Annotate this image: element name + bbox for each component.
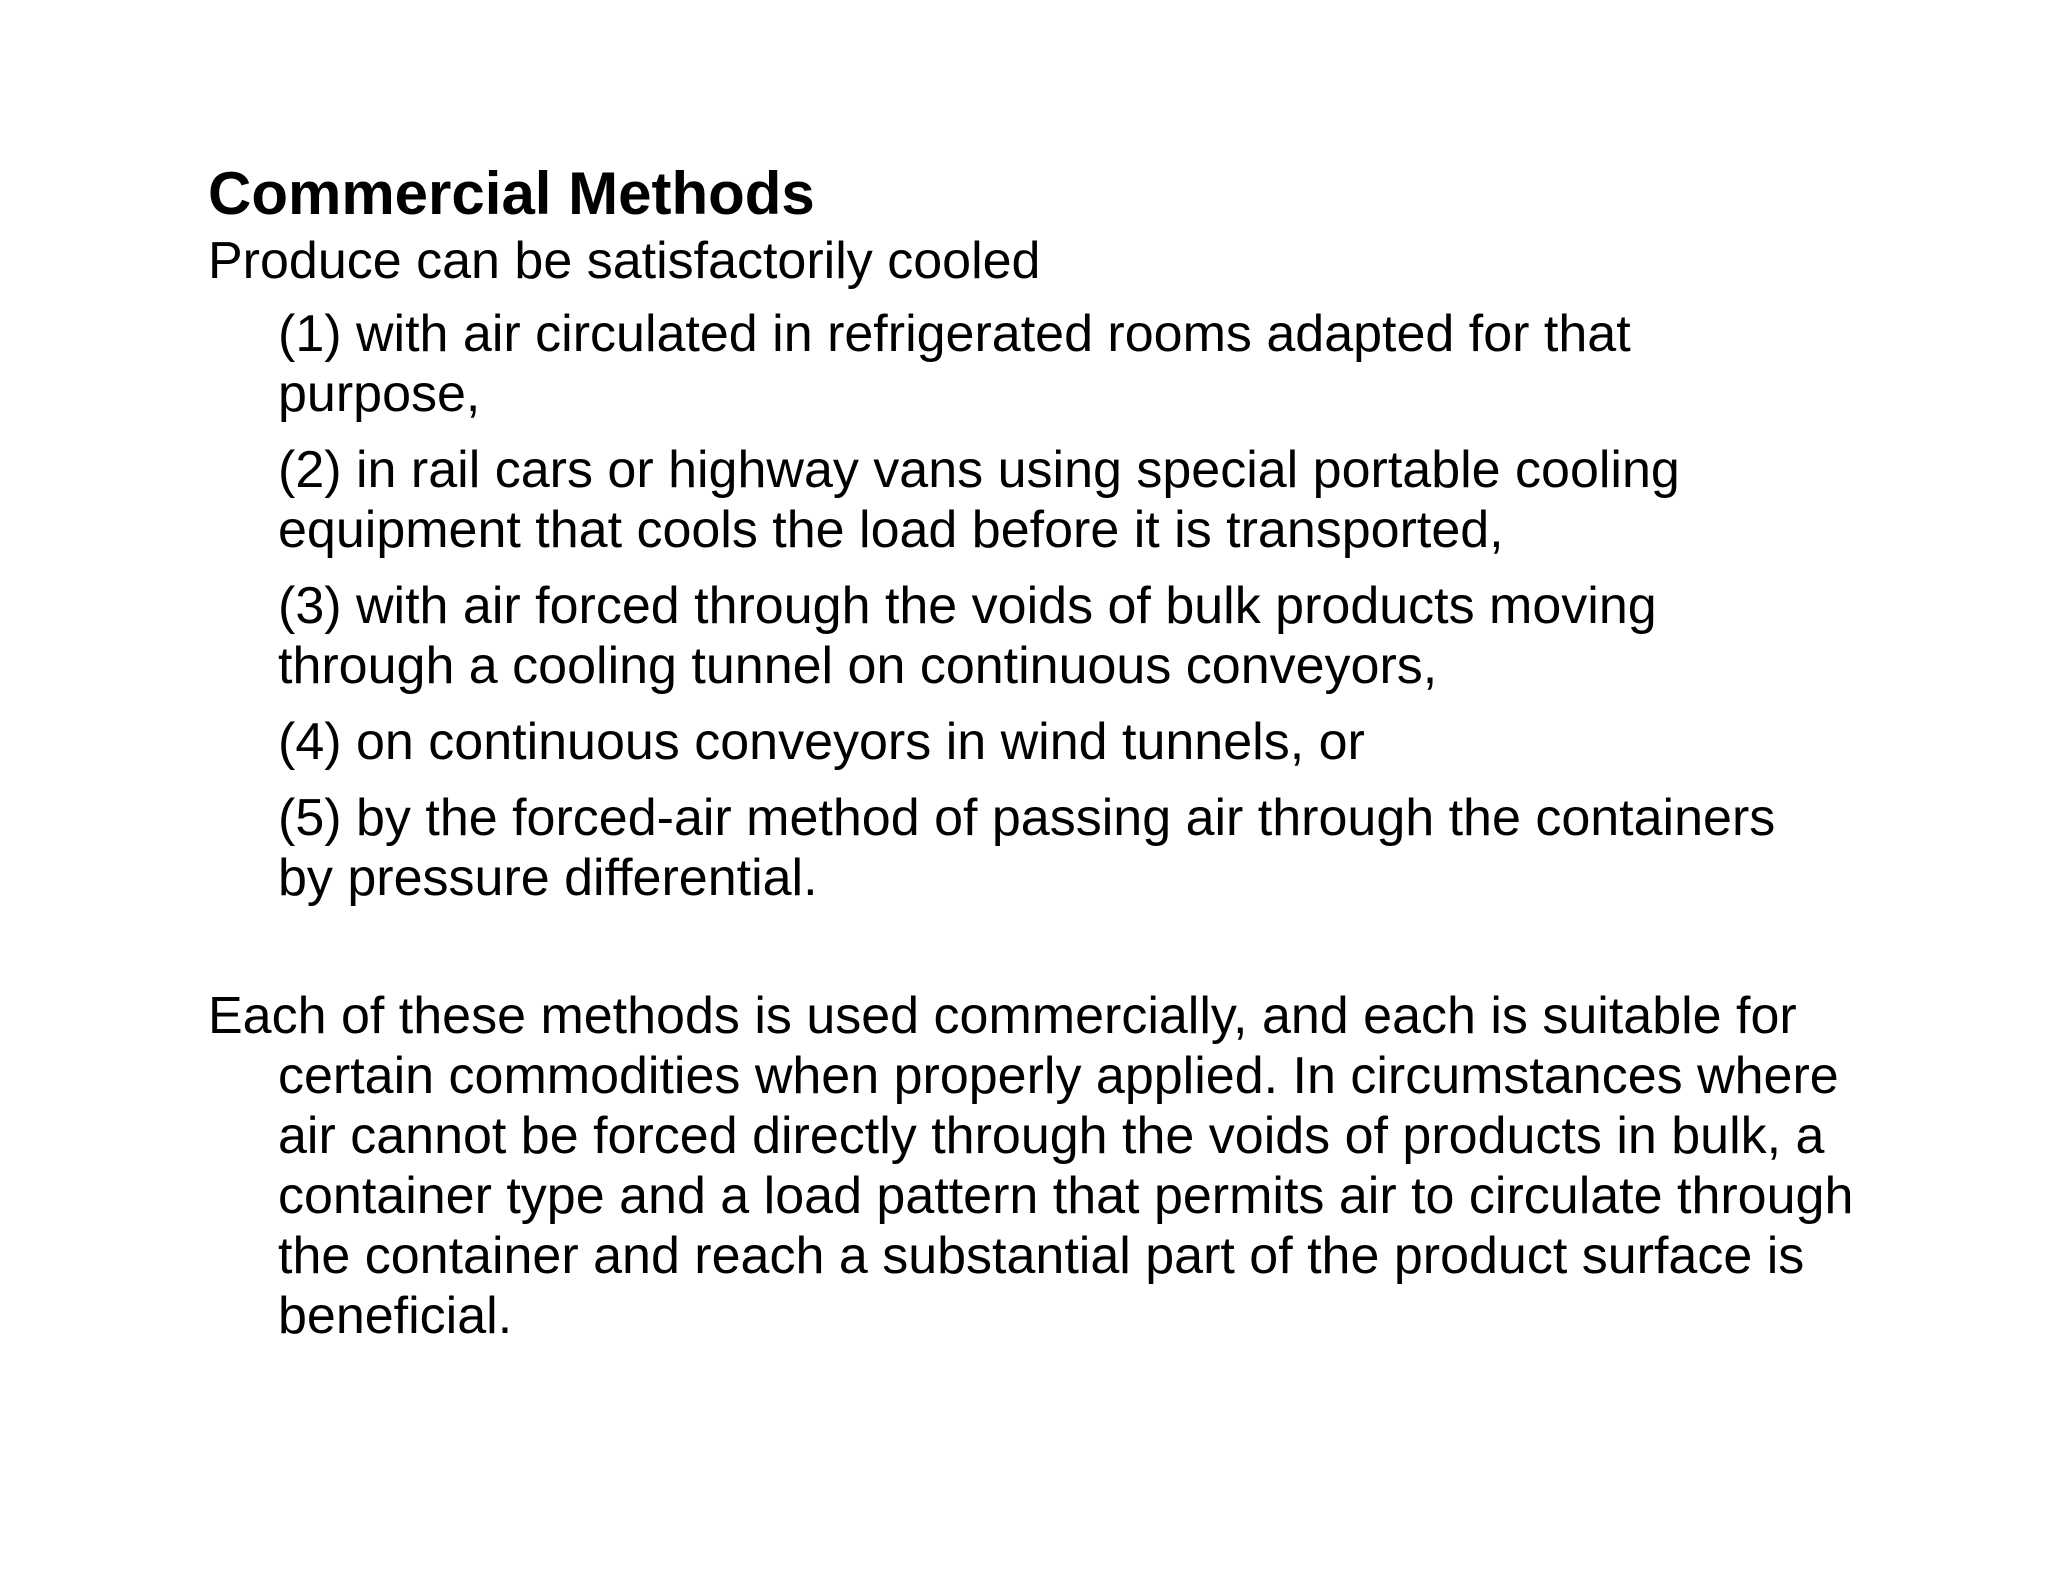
method-item-3: (3) with air forced through the voids of bulk products moving through a cooling tunnel on continuous conveyors, — [278, 577, 1657, 695]
slide-title: Commercial Methods — [208, 160, 815, 227]
methods-list — [208, 304, 1888, 908]
method-item-2: (2) in rail cars or highway vans using special portable cooling equipment that cools the load before it is transported, — [278, 441, 1680, 559]
method-item-4: (4) on continuous conveyors in wind tunnels, or — [278, 713, 1365, 771]
intro-text: Produce can be satisfactorily cooled — [208, 232, 1041, 290]
method-item-1: (1) with air circulated in refrigerated rooms adapted for that purpose, — [278, 305, 1631, 423]
conclusion-paragraph: Each of these methods is used commercially, and each is suitable for certain commodities when properly applied. In circumstances where air cannot be forced directly through the voids of products in bulk, a container type and a load pattern that permits air to circulate through the container and reach a substantial part of the product surface is beneficial. — [208, 987, 1854, 1345]
slide-content — [208, 158, 1888, 1346]
method-item-5: (5) by the forced-air method of passing air through the containers by pressure differential. — [278, 789, 1776, 907]
